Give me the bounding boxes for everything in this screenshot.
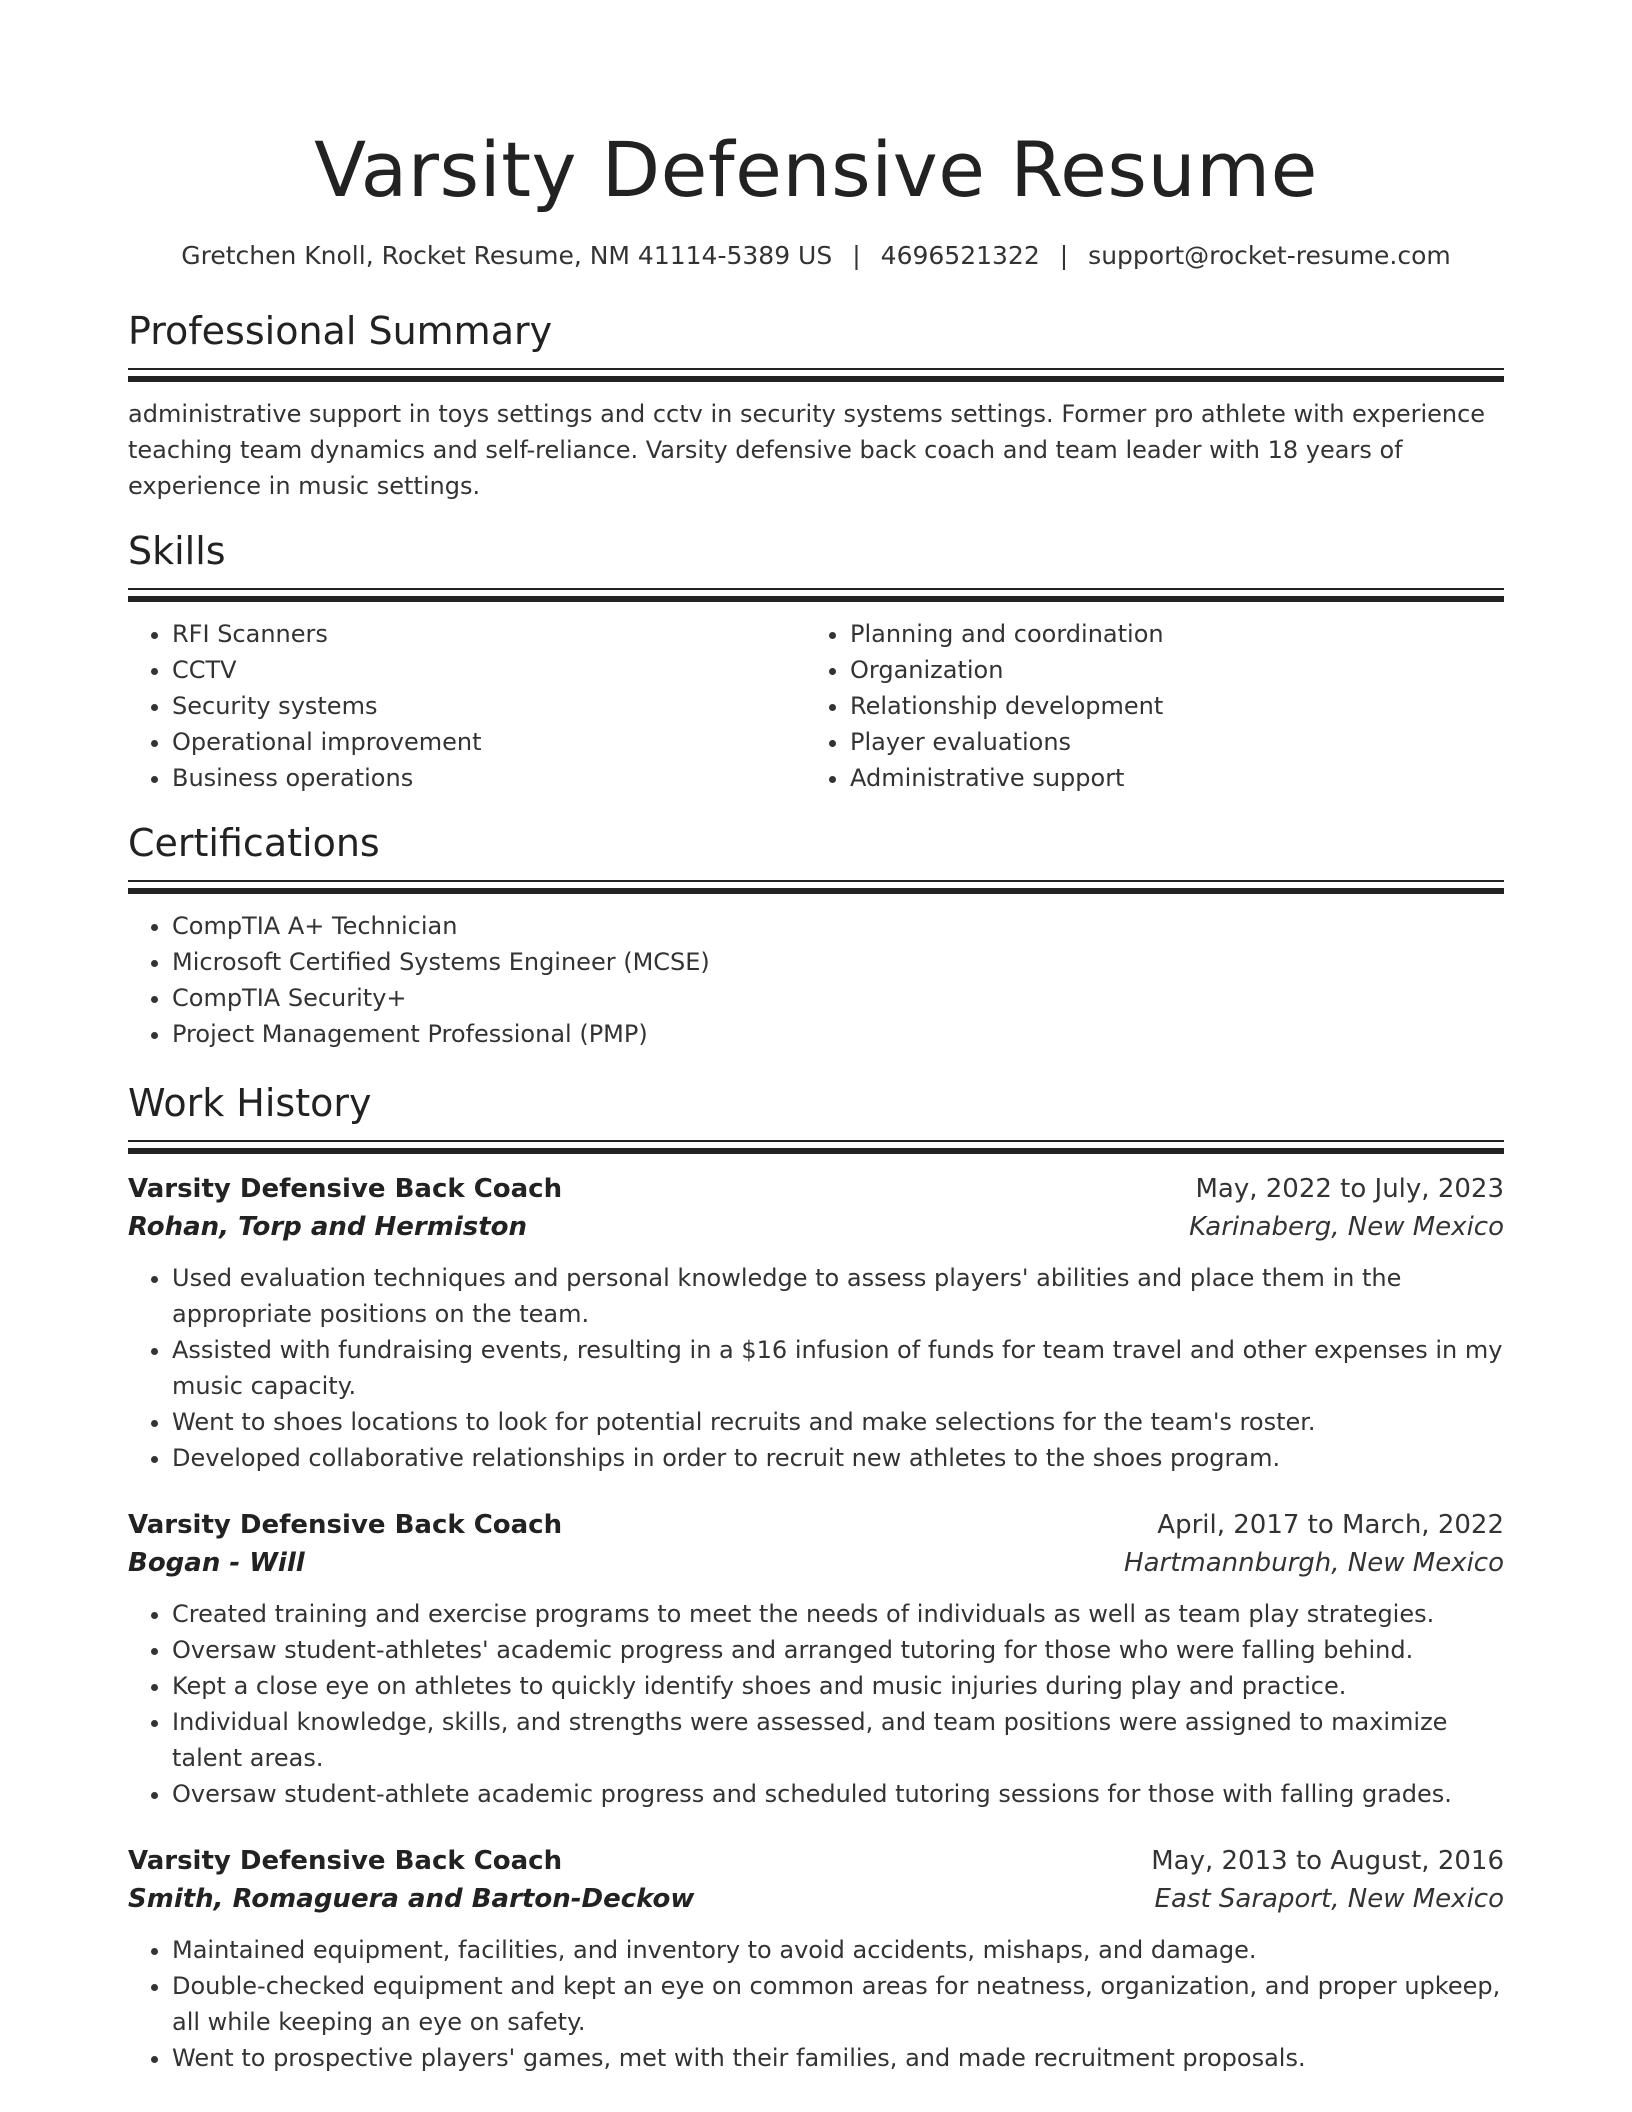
job-bullet: • Maintained equipment, facilities, and inventory to avoid accidents, mishaps, and damage.	[172, 1932, 1504, 1968]
job-bullet: • Went to shoes locations to look for potential recruits and make selections for the team's roster.	[172, 1404, 1504, 1440]
work-history-section	[128, 1080, 1504, 2076]
skills-list-left	[128, 616, 806, 796]
contact-separator: |	[1059, 241, 1069, 270]
skill-item: • Administrative support	[850, 760, 1484, 796]
skill-item: • Security systems	[172, 688, 806, 724]
section-divider	[128, 1140, 1504, 1154]
job-location: East Saraport, New Mexico	[1154, 1884, 1504, 1914]
skills-list-right	[806, 616, 1484, 796]
job-bullet: • Oversaw student-athletes' academic progress and arranged tutoring for those who were falling behind.	[172, 1632, 1504, 1668]
certifications-heading: Certifications	[128, 821, 380, 865]
job-bullets	[128, 1596, 1504, 1812]
certifications-section	[128, 820, 1504, 1052]
certification-item: • CompTIA Security+	[172, 980, 1504, 1016]
resume-page	[128, 0, 1504, 2076]
job-bullets	[128, 1260, 1504, 1476]
job-title: Varsity Defensive Back Coach	[128, 1846, 563, 1876]
skills-heading: Skills	[128, 529, 226, 573]
job-bullet: • Assisted with fundraising events, resulting in a $16 infusion of funds for team travel and other expenses in my music capacity.	[172, 1332, 1504, 1404]
job-company: Rohan, Torp and Hermiston	[128, 1212, 528, 1242]
job-bullet: • Oversaw student-athlete academic progress and scheduled tutoring sessions for those with falling grades.	[172, 1776, 1504, 1812]
skill-item: • Relationship development	[850, 688, 1484, 724]
job-title-row	[128, 1842, 1504, 1880]
job-bullets	[128, 1932, 1504, 2076]
resume-title: Varsity Defensive Resume	[314, 125, 1318, 214]
job-dates: April, 2017 to March, 2022	[1157, 1510, 1504, 1540]
job-title-row	[128, 1170, 1504, 1208]
contact-separator: |	[852, 241, 861, 270]
job-company-row	[128, 1208, 1504, 1246]
job-location: Hartmannburgh, New Mexico	[1124, 1548, 1504, 1578]
job-company: Bogan - Will	[128, 1548, 305, 1578]
job-dates: May, 2013 to August, 2016	[1151, 1846, 1504, 1876]
job-title: Varsity Defensive Back Coach	[128, 1174, 563, 1204]
job-bullet: • Developed collaborative relationships in order to recruit new athletes to the shoes program.	[172, 1440, 1504, 1476]
certification-item: • Project Management Professional (PMP)	[172, 1016, 1504, 1052]
summary-text: administrative support in toys settings and cctv in security systems settings. Former pro athlete with experience teaching team dynamics and self-reliance. Varsity defensive back coach and team leader with 18 years of experience in music settings.	[128, 400, 1486, 500]
skill-item: • RFI Scanners	[172, 616, 806, 652]
skill-item: • Planning and coordination	[850, 616, 1484, 652]
work-history-heading: Work History	[128, 1081, 372, 1125]
contact-phone: 4696521322	[880, 241, 1040, 270]
contact-address: Gretchen Knoll, Rocket Resume, NM 41114-5389 US	[181, 241, 833, 270]
job-dates: May, 2022 to July, 2023	[1195, 1174, 1504, 1204]
summary-heading: Professional Summary	[128, 309, 553, 353]
section-divider	[128, 368, 1504, 382]
job-company-row	[128, 1544, 1504, 1582]
job-bullet: • Used evaluation techniques and personal knowledge to assess players' abilities and place them in the appropriate positions on the team.	[172, 1260, 1504, 1332]
job-bullet: • Double-checked equipment and kept an eye on common areas for neatness, organization, and proper upkeep, all while keeping an eye on safety.	[172, 1968, 1504, 2040]
skills-columns	[128, 616, 1504, 796]
job-bullet: • Kept a close eye on athletes to quickly identify shoes and music injuries during play and practice.	[172, 1668, 1504, 1704]
job-location: Karinaberg, New Mexico	[1189, 1212, 1504, 1242]
skill-item: • Organization	[850, 652, 1484, 688]
skill-item: • CCTV	[172, 652, 806, 688]
certification-item: • CompTIA A+ Technician	[172, 908, 1504, 944]
job-entry	[128, 1506, 1504, 1812]
section-divider	[128, 588, 1504, 602]
skills-section	[128, 528, 1504, 796]
contact-email[interactable]: support@rocket-resume.com	[1088, 241, 1451, 270]
job-company: Smith, Romaguera and Barton-Deckow	[128, 1884, 695, 1914]
contact-line	[128, 240, 1504, 272]
section-divider	[128, 880, 1504, 894]
certifications-list	[128, 908, 1504, 1052]
job-title-row	[128, 1506, 1504, 1544]
job-entry	[128, 1842, 1504, 2076]
job-company-row	[128, 1880, 1504, 1918]
job-bullet: • Went to prospective players' games, met with their families, and made recruitment proposals.	[172, 2040, 1504, 2076]
skill-item: • Business operations	[172, 760, 806, 796]
job-title: Varsity Defensive Back Coach	[128, 1510, 563, 1540]
job-entry	[128, 1170, 1504, 1476]
job-bullet: • Created training and exercise programs to meet the needs of individuals as well as team play strategies.	[172, 1596, 1504, 1632]
certification-item: • Microsoft Certified Systems Engineer (MCSE)	[172, 944, 1504, 980]
skill-item: • Player evaluations	[850, 724, 1484, 760]
summary-section	[128, 308, 1504, 504]
job-bullet: • Individual knowledge, skills, and strengths were assessed, and team positions were assigned to maximize talent areas.	[172, 1704, 1504, 1776]
skill-item: • Operational improvement	[172, 724, 806, 760]
